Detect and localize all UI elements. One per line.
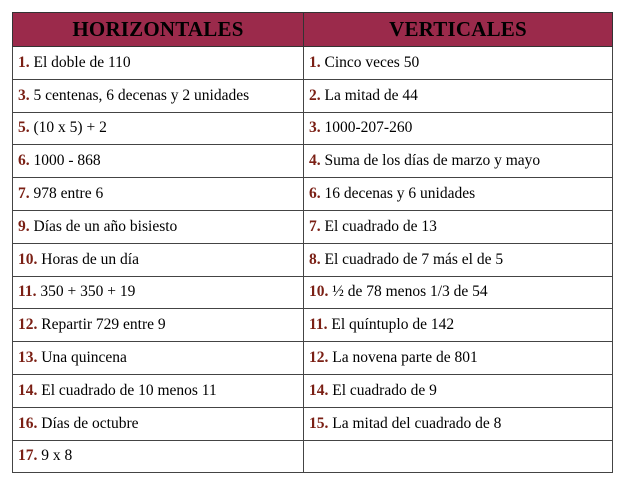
horizontal-clue — [13, 178, 304, 211]
table-row — [13, 79, 613, 112]
horizontal-clue — [13, 47, 304, 80]
horizontal-clue — [13, 243, 304, 276]
horizontal-clue — [13, 79, 304, 112]
table-row — [13, 47, 613, 80]
clue-text: ½ de 78 menos 1/3 de 54 — [328, 283, 488, 301]
clue-number: 16. — [18, 414, 38, 432]
clue-text: 9 x 8 — [37, 447, 73, 465]
clue-number: 15. — [309, 414, 329, 432]
vertical-clue — [304, 112, 613, 145]
horizontal-clue — [13, 407, 304, 440]
clue-text: El cuadrado de 9 — [328, 381, 437, 399]
header-horizontales: HORIZONTALES — [13, 13, 304, 47]
clue-text: Cinco veces 50 — [320, 53, 420, 71]
clue-text: 350 + 350 + 19 — [36, 283, 136, 301]
clue-number: 11. — [309, 316, 328, 334]
clue-number: 9. — [18, 217, 30, 235]
horizontal-clue — [13, 374, 304, 407]
header-row — [13, 13, 613, 47]
clue-text: La mitad de 44 — [320, 86, 418, 104]
vertical-clue — [304, 243, 613, 276]
clue-text: El cuadrado de 7 más el de 5 — [320, 250, 504, 268]
clue-number: 3. — [309, 119, 321, 137]
crossword-clues-table — [12, 12, 613, 473]
clue-text: (10 x 5) + 2 — [29, 119, 107, 137]
clue-text: 16 decenas y 6 unidades — [320, 185, 476, 203]
horizontal-clue — [13, 309, 304, 342]
clue-number: 1. — [309, 53, 321, 71]
vertical-clue — [304, 407, 613, 440]
vertical-clue — [304, 276, 613, 309]
vertical-clue — [304, 178, 613, 211]
horizontal-clue — [13, 145, 304, 178]
clue-number: 8. — [309, 250, 321, 268]
vertical-clue-empty — [304, 440, 613, 473]
clue-text: Repartir 729 entre 9 — [37, 316, 166, 334]
vertical-clue — [304, 145, 613, 178]
table-row — [13, 374, 613, 407]
clue-number: 12. — [309, 349, 329, 367]
clue-text: El cuadrado de 10 menos 11 — [37, 381, 217, 399]
table-row — [13, 342, 613, 375]
clue-text: La novena parte de 801 — [328, 349, 478, 367]
clue-text: El doble de 110 — [29, 53, 131, 71]
clue-number: 6. — [18, 152, 30, 170]
clue-number: 7. — [309, 217, 321, 235]
vertical-clue — [304, 342, 613, 375]
clue-number: 6. — [309, 185, 321, 203]
clue-text: Una quincena — [37, 349, 127, 367]
table-row — [13, 210, 613, 243]
clue-text: 1000-207-260 — [320, 119, 413, 137]
table-row — [13, 440, 613, 473]
table-row — [13, 309, 613, 342]
clue-number: 7. — [18, 185, 30, 203]
horizontal-clue — [13, 342, 304, 375]
vertical-clue — [304, 210, 613, 243]
horizontal-clue — [13, 276, 304, 309]
table-row — [13, 145, 613, 178]
clue-text: 978 entre 6 — [29, 185, 104, 203]
clue-number: 11. — [18, 283, 37, 301]
horizontal-clue — [13, 210, 304, 243]
clue-number: 12. — [18, 316, 38, 334]
clue-number: 10. — [309, 283, 329, 301]
table-row — [13, 112, 613, 145]
clue-number: 2. — [309, 86, 321, 104]
clue-number: 4. — [309, 152, 321, 170]
vertical-clue — [304, 79, 613, 112]
clue-number: 14. — [309, 381, 329, 399]
vertical-clue — [304, 309, 613, 342]
table-row — [13, 243, 613, 276]
crossword-clues-container — [12, 12, 613, 473]
header-verticales: VERTICALES — [304, 13, 613, 47]
clue-text: El cuadrado de 13 — [320, 217, 437, 235]
clue-number: 3. — [18, 86, 30, 104]
vertical-clue — [304, 47, 613, 80]
horizontal-clue — [13, 112, 304, 145]
table-row — [13, 407, 613, 440]
table-row — [13, 276, 613, 309]
clue-text: 5 centenas, 6 decenas y 2 unidades — [29, 86, 250, 104]
clue-text: Horas de un día — [37, 250, 139, 268]
clue-number: 1. — [18, 53, 30, 71]
clue-number: 14. — [18, 381, 38, 399]
clue-text: Días de un año bisiesto — [29, 217, 178, 235]
clue-text: 1000 - 868 — [29, 152, 101, 170]
clue-number: 17. — [18, 447, 38, 465]
clue-text: Días de octubre — [37, 414, 139, 432]
clue-number: 10. — [18, 250, 38, 268]
clue-text: El quíntuplo de 142 — [327, 316, 455, 334]
vertical-clue — [304, 374, 613, 407]
clue-number: 13. — [18, 349, 38, 367]
clue-number: 5. — [18, 119, 30, 137]
table-row — [13, 178, 613, 211]
clue-text: La mitad del cuadrado de 8 — [328, 414, 502, 432]
horizontal-clue — [13, 440, 304, 473]
clue-text: Suma de los días de marzo y mayo — [320, 152, 541, 170]
